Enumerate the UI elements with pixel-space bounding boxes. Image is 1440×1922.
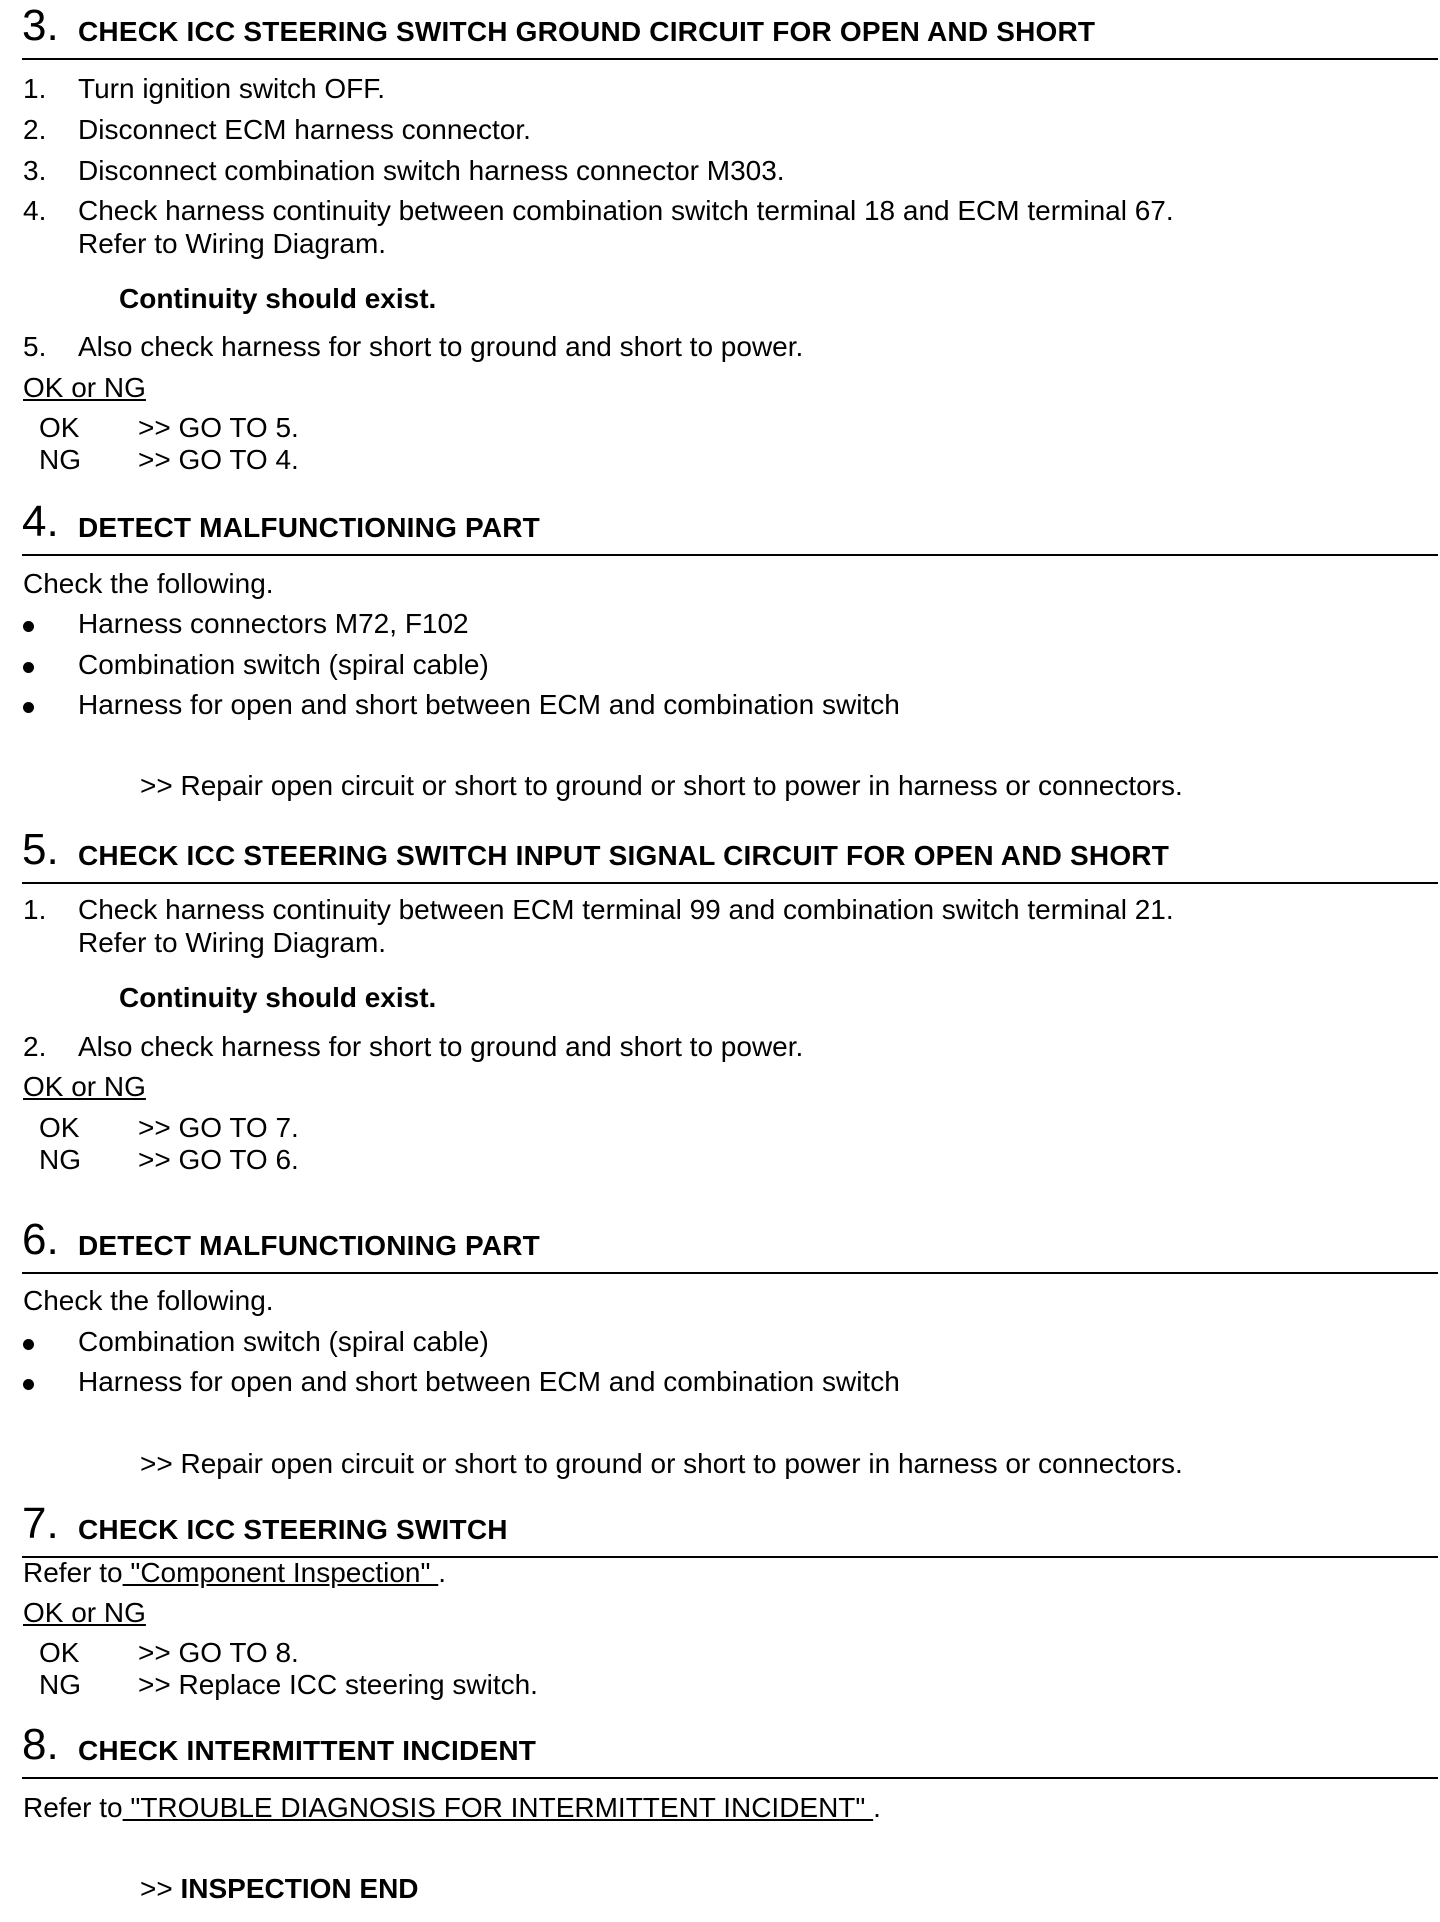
step-number: 8. — [22, 1720, 59, 1769]
step-8-header — [22, 1720, 1438, 1779]
intro-text: Check the following. — [23, 1285, 274, 1316]
step-6-header — [22, 1215, 1438, 1274]
intro-text: Check the following. — [23, 568, 274, 599]
step-title: CHECK INTERMITTENT INCIDENT — [78, 1735, 537, 1766]
bullet-icon — [23, 1339, 34, 1350]
component-inspection-link[interactable]: "Component Inspection" — [122, 1557, 439, 1588]
result-text: >> Repair open circuit or short to ground or short to power in harness or connectors. — [140, 1448, 1183, 1479]
bullet-icon — [23, 702, 34, 713]
step-title: DETECT MALFUNCTIONING PART — [78, 1230, 540, 1261]
spec-text: Continuity should exist. — [119, 283, 437, 314]
step-7-header — [22, 1499, 1438, 1558]
step-number: 5. — [22, 825, 59, 874]
step-title: CHECK ICC STEERING SWITCH INPUT SIGNAL CIRCUIT FOR OPEN AND SHORT — [78, 840, 1170, 871]
bullet-icon — [23, 662, 34, 673]
step-number: 6. — [22, 1215, 59, 1264]
intermittent-incident-link[interactable]: "TROUBLE DIAGNOSIS FOR INTERMITTENT INCIDENT" — [122, 1792, 874, 1823]
inspection-end: >> INSPECTION END — [140, 1873, 419, 1904]
bullet-icon — [23, 1379, 34, 1390]
spec-text: Continuity should exist. — [119, 982, 437, 1013]
step-number: 3. — [22, 1, 59, 50]
step-5-header — [22, 825, 1438, 884]
document-page: 3. CHECK ICC STEERING SWITCH GROUND CIRCUIT FOR OPEN AND SHORT 1. Turn ignition switch OFF. 2. Disconnect ECM harness connector. 3. Disconnect combination switch harness connector M303. 4. Check harness continuity between combination switch terminal 18 and ECM terminal 67. Refer to Wiring Diagram. Continuity should exist. 5. Also check harness for short to ground and short to power. OK or NG OK >> GO TO 5. NG >> GO TO 4. 4. DETECT MALFUNCTIONING PART Check the following. Harness connectors M72, F102 Combination switch (spiral cable) Harness for open and short between ECM and combination switch >> Repair open circuit or short to ground or short to power in harness or connectors. 5. CHECK ICC STEERING SWITCH INPUT SIGNAL CIRCUIT FOR OPEN AND SHORT 1. Check harness continuity between ECM terminal 99 and combination switch terminal 21. Refer to Wiring Diagram. Continuity should exist. 2. Also check harness for short to ground and short to power. OK or NG OK >> GO TO 7. NG >> GO TO 6. 6. DETECT MALFUNCTIONING PART Check the following. Combination switch (spiral cable) Harness for open and short between ECM and combination switch >> Repair open circuit or short to ground or short to power in harness or connectors. 7. CHECK ICC STEERING SWITCH Refer to "Component Inspection" . OK or NG OK >> GO TO 8. NG >> Replace ICC steering switch. 8. CHECK INTERMITTENT INCIDENT Refer to "TROUBLE DIAGNOSIS FOR INTERMITTENT INCIDENT" . >> INSPECTION END — [0, 0, 1440, 1922]
step-number: 7. — [22, 1499, 59, 1548]
result-text: >> Repair open circuit or short to ground or short to power in harness or connectors. — [140, 770, 1183, 801]
step-4-header — [22, 497, 1438, 556]
refer-line: Refer to "Component Inspection" . — [23, 1557, 447, 1588]
step-title: CHECK ICC STEERING SWITCH GROUND CIRCUIT FOR OPEN AND SHORT — [78, 16, 1096, 47]
step-title: DETECT MALFUNCTIONING PART — [78, 512, 540, 543]
step-title: CHECK ICC STEERING SWITCH — [78, 1514, 508, 1545]
bullet-icon — [23, 621, 34, 632]
step-number: 4. — [22, 497, 59, 546]
step-3-header — [22, 1, 1438, 60]
refer-line: Refer to "TROUBLE DIAGNOSIS FOR INTERMITTENT INCIDENT" . — [23, 1792, 881, 1823]
